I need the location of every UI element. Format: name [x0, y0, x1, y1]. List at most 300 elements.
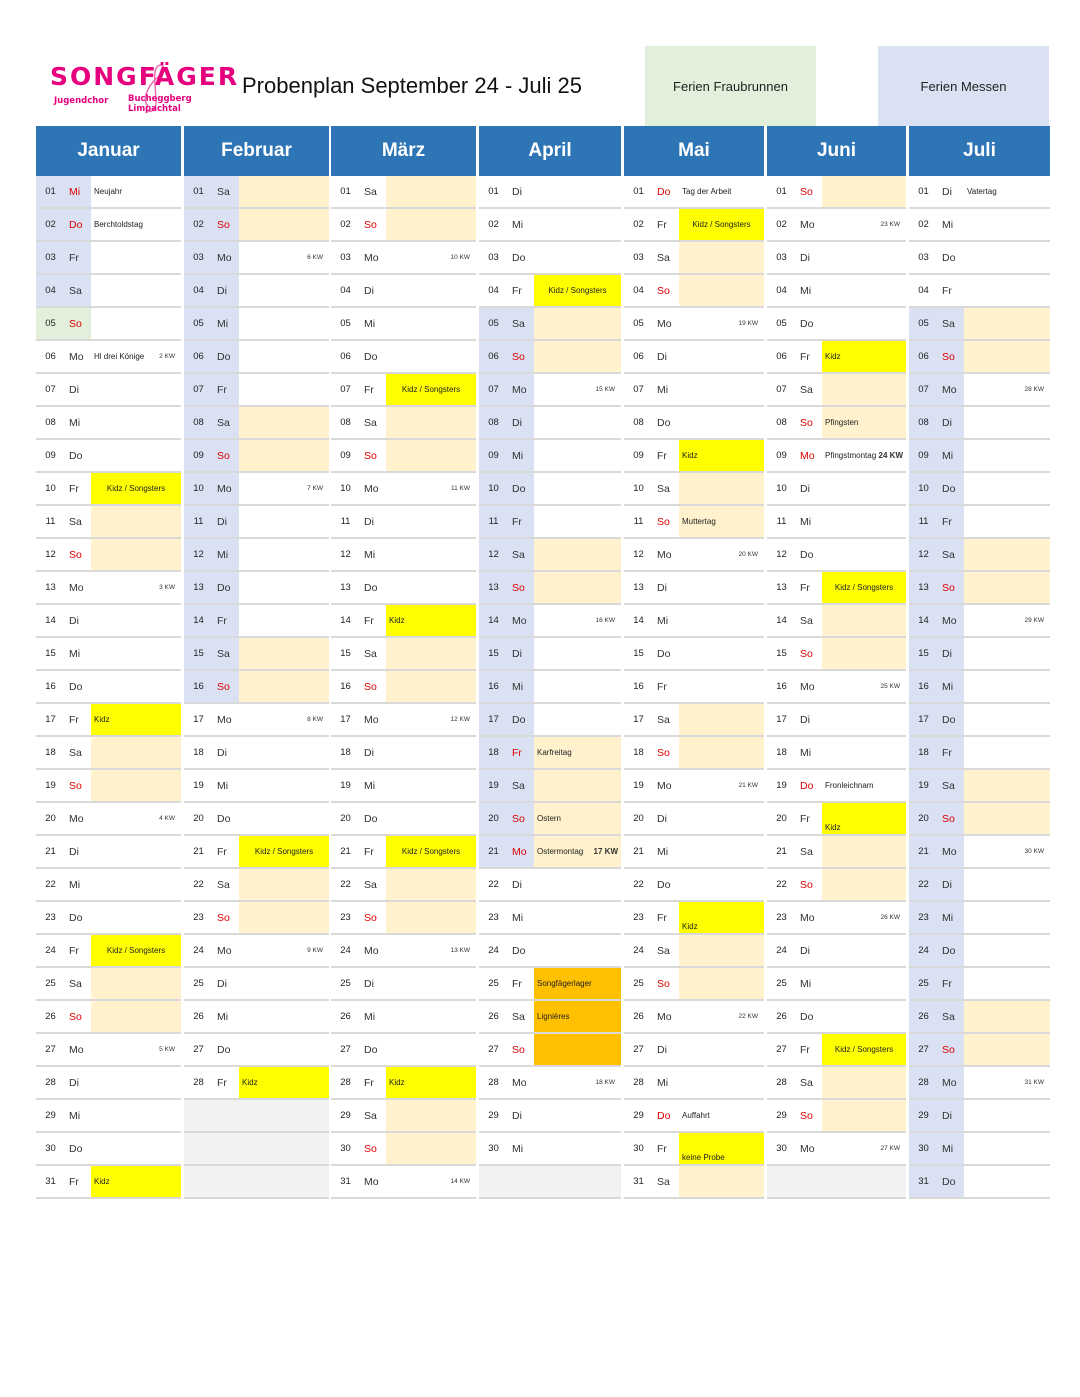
weekday: So: [364, 1142, 377, 1155]
weekday: So: [657, 746, 670, 759]
note-cell: [91, 671, 181, 702]
event-label: Kidz / Songsters: [692, 220, 751, 229]
note-cell: [822, 902, 906, 933]
event-cell: [679, 440, 764, 471]
day-number: 24: [776, 945, 787, 956]
note-cell: [239, 473, 329, 504]
week-number: 26 KW: [880, 914, 900, 921]
day-number: 18: [340, 747, 351, 758]
week-number: 7 KW: [307, 485, 323, 492]
day-number: 21: [776, 846, 787, 857]
note-cell: [91, 737, 181, 768]
note-cell: [822, 506, 906, 537]
weekday: Do: [800, 548, 814, 561]
event-cell: [91, 935, 181, 966]
weekday: Fr: [657, 449, 667, 462]
note-cell: [534, 407, 621, 438]
day-row: [331, 1034, 476, 1067]
weekday: So: [800, 878, 813, 891]
note-cell: [679, 341, 764, 372]
day-row: [331, 803, 476, 836]
note-cell: [679, 803, 764, 834]
event-cell: [534, 1034, 621, 1065]
week-number: 10 KW: [450, 254, 470, 261]
note-cell: [822, 1133, 906, 1164]
note-cell: [679, 473, 764, 504]
day-number: 04: [776, 285, 787, 296]
weekday: Di: [657, 1043, 667, 1056]
day-row: [624, 539, 764, 572]
day-row: [36, 1067, 181, 1100]
day-number: 23: [909, 902, 938, 933]
weekday: Mo: [508, 836, 534, 867]
note-cell: [386, 341, 476, 372]
day-row: [479, 770, 621, 803]
weekday: Do: [69, 1142, 83, 1155]
weekday: Mo: [800, 218, 815, 231]
day-number: 19: [909, 770, 938, 801]
day-number: 20: [340, 813, 351, 824]
day-row: [624, 473, 764, 506]
weekday: Sa: [508, 770, 534, 801]
day-row: [767, 341, 906, 374]
event-label: Kidz: [682, 922, 698, 931]
note-cell: [679, 374, 764, 405]
note-cell: [386, 902, 476, 933]
note-cell: [91, 605, 181, 636]
note-cell: [91, 1100, 181, 1131]
note-cell: [679, 968, 764, 999]
day-row: [331, 935, 476, 968]
day-row: [479, 902, 621, 935]
weekday: Sa: [217, 878, 230, 891]
day-number: 08: [45, 417, 56, 428]
note-cell: [386, 1034, 476, 1065]
day-number: 19: [633, 780, 644, 791]
note-cell: [386, 176, 476, 207]
day-row: [36, 1034, 181, 1067]
week-number: 21 KW: [738, 782, 758, 789]
month-header: Januar: [36, 126, 181, 177]
day-row: [479, 935, 621, 968]
weekday: Do: [364, 812, 378, 825]
weekday: Sa: [657, 251, 670, 264]
note-cell: [239, 242, 329, 273]
day-row: [36, 968, 181, 1001]
day-number: 25: [488, 978, 499, 989]
weekday: Sa: [512, 1010, 525, 1023]
weekday: So: [800, 416, 813, 429]
day-number: 13: [909, 572, 938, 603]
note-cell: [239, 770, 329, 801]
weekday: Do: [657, 416, 671, 429]
day-row: [479, 308, 621, 341]
day-row: [624, 275, 764, 308]
note-cell: [679, 605, 764, 636]
note-cell: [822, 209, 906, 240]
day-number: 28: [776, 1077, 787, 1088]
weekday: Di: [217, 746, 227, 759]
event-cell: [386, 1067, 476, 1098]
event-label: Kidz: [242, 1078, 258, 1087]
day-number: 07: [909, 374, 938, 405]
day-row: [909, 1133, 1050, 1166]
note-cell: [534, 1100, 621, 1131]
day-number: 09: [479, 440, 508, 471]
day-number: 02: [918, 219, 929, 230]
note-cell: [534, 374, 621, 405]
day-row: [184, 506, 329, 539]
note-cell: [822, 407, 906, 438]
event-cell: [822, 341, 906, 372]
day-row: [331, 539, 476, 572]
day-number: 25: [340, 978, 351, 989]
week-number: 2 KW: [159, 353, 175, 360]
day-row: [36, 374, 181, 407]
weekday: Di: [364, 515, 374, 528]
weekday: So: [657, 284, 670, 297]
day-number: 06: [633, 351, 644, 362]
day-row: [479, 506, 621, 539]
weekday: Fr: [657, 218, 667, 231]
day-number: 28: [45, 1077, 56, 1088]
note-cell: [964, 737, 1050, 768]
day-row: [36, 1100, 181, 1133]
event-cell: [534, 275, 621, 306]
day-row: [479, 1034, 621, 1067]
day-number: 18: [633, 747, 644, 758]
weekday: Di: [938, 869, 964, 900]
day-number: 27: [193, 1044, 204, 1055]
weekday: Di: [512, 185, 522, 198]
day-number: 04: [488, 285, 499, 296]
logo-subtitle-1: Jugendchor: [54, 96, 109, 106]
day-row: [36, 473, 181, 506]
week-number: 16 KW: [595, 617, 615, 624]
day-number: 14: [184, 605, 213, 636]
weekday: Mi: [657, 614, 669, 627]
weekday: Do: [65, 209, 91, 240]
day-number: 30: [633, 1143, 644, 1154]
note-cell: [239, 1001, 329, 1032]
day-row: [624, 935, 764, 968]
weekday: Mo: [364, 482, 379, 495]
day-number: 18: [193, 747, 204, 758]
day-row: [479, 671, 621, 704]
event-cell: [534, 968, 621, 999]
day-number: 05: [909, 308, 938, 339]
day-number: 03: [633, 252, 644, 263]
weekday: Sa: [213, 407, 239, 438]
note-cell: [386, 770, 476, 801]
weekday: Sa: [657, 944, 670, 957]
day-number: 10: [479, 473, 508, 504]
event-label: Kidz: [389, 1078, 405, 1087]
note-cell: [386, 737, 476, 768]
weekday: Fr: [213, 374, 239, 405]
weekday: Fr: [512, 977, 522, 990]
weekday: Fr: [938, 506, 964, 537]
empty-day-row: [184, 1166, 329, 1199]
event-label: Kidz: [389, 616, 405, 625]
week-number: 19 KW: [738, 320, 758, 327]
note-cell: [91, 1034, 181, 1065]
day-row: [36, 935, 181, 968]
weekday: Di: [657, 350, 667, 363]
note-cell: [822, 275, 906, 306]
day-number: 16: [479, 671, 508, 702]
weekday: Sa: [69, 977, 82, 990]
weekday: Fr: [213, 605, 239, 636]
note-cell: [91, 539, 181, 570]
event-label: Kidz / Songsters: [834, 1045, 894, 1054]
day-number: 10: [909, 473, 938, 504]
day-number: 13: [776, 582, 787, 593]
day-row: [479, 440, 621, 473]
day-number: 21: [45, 846, 56, 857]
day-number: 12: [776, 549, 787, 560]
day-row: [36, 1133, 181, 1166]
day-number: 07: [45, 384, 56, 395]
note-cell: [386, 473, 476, 504]
event-label: Kidz / Songsters: [106, 946, 166, 955]
week-number: 4 KW: [159, 815, 175, 822]
weekday: Mo: [69, 581, 84, 594]
day-number: 03: [184, 242, 213, 273]
holiday-label: Neujahr: [94, 187, 123, 196]
weekday: Do: [69, 680, 83, 693]
day-number: 24: [45, 945, 56, 956]
day-row: [184, 704, 329, 737]
day-number: 28: [909, 1067, 938, 1098]
holiday-label: Berchtoldstag: [94, 220, 143, 229]
day-number: 02: [340, 219, 351, 230]
weekday: Mi: [512, 218, 524, 231]
day-row: [184, 935, 329, 968]
weekday: So: [364, 911, 377, 924]
note-cell: [534, 803, 621, 834]
note-cell: [386, 1100, 476, 1131]
day-number: 05: [340, 318, 351, 329]
week-number: 22 KW: [738, 1013, 758, 1020]
weekday: Fr: [69, 482, 79, 495]
day-number: 02: [776, 219, 787, 230]
note-cell: [534, 176, 621, 207]
day-number: 06: [776, 351, 787, 362]
day-number: 30: [488, 1143, 499, 1154]
note-cell: [822, 1067, 906, 1098]
month-header: Februar: [184, 126, 329, 177]
weekday: Do: [800, 779, 814, 792]
week-number: 14 KW: [450, 1178, 470, 1185]
logo-wordmark: SONGFÄGER: [50, 62, 240, 91]
day-row: [909, 1034, 1050, 1067]
day-number: 25: [776, 978, 787, 989]
day-row: [767, 374, 906, 407]
day-row: [624, 176, 764, 209]
day-row: [767, 209, 906, 242]
month-column-februar: [184, 126, 329, 1199]
day-number: 07: [479, 374, 508, 405]
note-cell: [91, 506, 181, 537]
note-cell: [822, 440, 906, 471]
weekday: Do: [217, 812, 231, 825]
day-row: [331, 869, 476, 902]
holiday-label: Karfreitag: [537, 748, 572, 757]
note-cell: [386, 1166, 476, 1197]
note-cell: [822, 869, 906, 900]
weekday: Di: [800, 482, 810, 495]
weekday: So: [512, 1043, 525, 1056]
note-cell: [679, 1034, 764, 1065]
day-number: 21: [633, 846, 644, 857]
weekday: Do: [364, 1043, 378, 1056]
day-row: [909, 671, 1050, 704]
day-row: [909, 374, 1050, 407]
day-number: 13: [633, 582, 644, 593]
day-number: 12: [633, 549, 644, 560]
weekday: Di: [512, 878, 522, 891]
day-row: [909, 869, 1050, 902]
day-number: 17: [45, 714, 56, 725]
day-number: 17: [633, 714, 644, 725]
empty-day-row: [184, 1100, 329, 1133]
weekday: Mo: [657, 317, 672, 330]
day-row: [36, 176, 181, 209]
day-row: [909, 704, 1050, 737]
day-number: 15: [776, 648, 787, 659]
day-row: [331, 1067, 476, 1100]
day-number: 16: [184, 671, 213, 702]
note-cell: [239, 407, 329, 438]
weekday: Do: [512, 251, 526, 264]
day-row: [624, 407, 764, 440]
day-number: 05: [184, 308, 213, 339]
day-number: 23: [488, 912, 499, 923]
note-cell: [239, 572, 329, 603]
weekday: So: [213, 671, 239, 702]
day-number: 31: [340, 1176, 351, 1187]
day-row: [767, 902, 906, 935]
day-number: 19: [193, 780, 204, 791]
weekday: Sa: [938, 308, 964, 339]
day-row: [184, 407, 329, 440]
day-number: 24: [340, 945, 351, 956]
weekday: Di: [657, 581, 667, 594]
note-cell: [386, 803, 476, 834]
weekday: Mi: [364, 779, 376, 792]
weekday: Do: [364, 581, 378, 594]
weekday: Sa: [364, 416, 377, 429]
day-number: 14: [45, 615, 56, 626]
weekday: Mi: [217, 779, 229, 792]
day-number: 07: [184, 374, 213, 405]
weekday: Mo: [800, 911, 815, 924]
weekday: So: [508, 341, 534, 372]
note-cell: [964, 968, 1050, 999]
day-row: [184, 440, 329, 473]
holiday-label: Pfingsten: [825, 418, 859, 427]
note-cell: [239, 638, 329, 669]
day-number: 15: [184, 638, 213, 669]
note-cell: [679, 1067, 764, 1098]
day-row: [331, 242, 476, 275]
event-cell: [822, 803, 906, 834]
day-number: 02: [633, 219, 644, 230]
weekday: Do: [938, 1166, 964, 1197]
weekday: Di: [69, 845, 79, 858]
day-row: [909, 539, 1050, 572]
event-cell: [91, 704, 181, 735]
day-row: [479, 341, 621, 374]
day-row: [767, 1001, 906, 1034]
event-label: Kidz / Songsters: [106, 484, 166, 493]
note-cell: [822, 1001, 906, 1032]
note-cell: [91, 1067, 181, 1098]
weekday: Fr: [217, 845, 227, 858]
day-row: [624, 1133, 764, 1166]
day-row: [184, 737, 329, 770]
holiday-label: Tag der Arbeit: [682, 187, 732, 196]
day-row: [184, 968, 329, 1001]
note-cell: [91, 1133, 181, 1164]
day-row: [767, 671, 906, 704]
note-cell: [91, 803, 181, 834]
day-row: [909, 308, 1050, 341]
week-number: 28 KW: [1024, 386, 1044, 393]
day-row: [331, 902, 476, 935]
month-header: Mai: [624, 126, 764, 177]
day-row: [36, 407, 181, 440]
day-number: 11: [340, 516, 351, 527]
day-row: [909, 1166, 1050, 1199]
day-row: [331, 968, 476, 1001]
note-cell: [679, 836, 764, 867]
day-number: 30: [340, 1143, 351, 1154]
note-cell: [964, 341, 1050, 372]
day-row: [624, 803, 764, 836]
week-number: 5 KW: [159, 1046, 175, 1053]
legend-label: Ferien Fraubrunnen: [673, 78, 788, 94]
week-number: 13 KW: [450, 947, 470, 954]
day-row: [184, 803, 329, 836]
day-number: 11: [184, 506, 213, 537]
week-number: 9 KW: [307, 947, 323, 954]
weekday: Mo: [213, 242, 239, 273]
note-cell: [822, 836, 906, 867]
day-row: [624, 506, 764, 539]
day-row: [909, 1001, 1050, 1034]
day-row: [909, 803, 1050, 836]
note-cell: [239, 671, 329, 702]
day-number: 31: [45, 1176, 56, 1187]
songfaeger-logo: [48, 58, 240, 118]
event-cell: [239, 836, 329, 867]
note-cell: [91, 836, 181, 867]
note-cell: [679, 242, 764, 273]
day-number: 26: [633, 1011, 644, 1022]
weekday: Di: [213, 506, 239, 537]
weekday: Mo: [508, 374, 534, 405]
note-cell: [239, 968, 329, 999]
day-number: 09: [340, 450, 351, 461]
day-row: [909, 341, 1050, 374]
day-row: [36, 803, 181, 836]
day-number: 01: [633, 186, 644, 197]
day-number: 28: [340, 1077, 351, 1088]
day-number: 26: [193, 1011, 204, 1022]
day-row: [767, 968, 906, 1001]
